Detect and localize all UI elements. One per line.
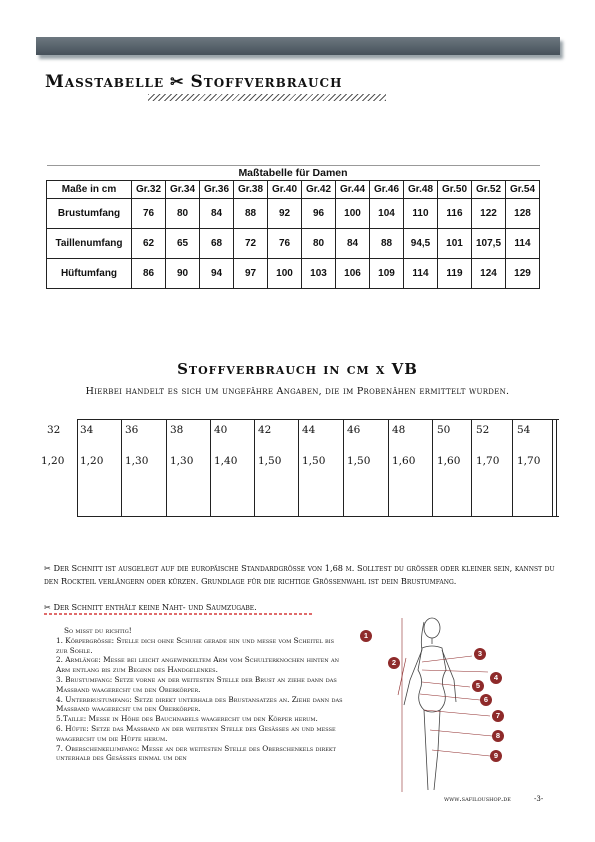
fabric-amount-value: 1,30	[170, 455, 194, 467]
size-table	[46, 165, 540, 289]
fabric-column-divider	[388, 419, 389, 517]
fabric-table-bottom-border	[77, 516, 559, 517]
table-cell: 76	[132, 199, 166, 229]
fabric-size-label: 50	[437, 424, 451, 436]
table-row	[47, 259, 540, 289]
fabric-size-label: 34	[80, 424, 94, 436]
measuring-step: 6. Hüfte: Setze das Massband an der weitesten Stelle des Gesässes an und messe waagerecht um die Hüfte herum.	[56, 723, 336, 743]
measuring-guide	[56, 626, 346, 763]
table-cell: 129	[506, 259, 540, 289]
row-label: Taillenumfang	[47, 229, 132, 259]
table-cell: 114	[404, 259, 438, 289]
size-header: Gr.46	[370, 181, 404, 199]
table-cell: 65	[166, 229, 200, 259]
row-label: Brustumfang	[47, 199, 132, 229]
page-number: -3-	[534, 795, 544, 803]
fabric-column-divider	[210, 419, 211, 517]
table-cell: 106	[336, 259, 370, 289]
fabric-amount-value: 1,20	[41, 455, 65, 467]
table-cell: 114	[506, 229, 540, 259]
measuring-guide-heading: So misst du richtig!	[64, 626, 132, 635]
table-cell: 124	[472, 259, 506, 289]
table-cell: 103	[302, 259, 336, 289]
size-header: Gr.50	[438, 181, 472, 199]
measure-badge-9: 9	[490, 750, 502, 762]
table-cell: 119	[438, 259, 472, 289]
size-header: Gr.48	[404, 181, 438, 199]
fabric-amount-value: 1,20	[80, 455, 104, 467]
fabric-column-divider	[254, 419, 255, 517]
size-header: Gr.52	[472, 181, 506, 199]
table-cell: 84	[336, 229, 370, 259]
title-left: Masstabelle	[45, 72, 165, 92]
measuring-step: 2. Armlänge: Messe bei leicht angewinkeltem Arm vom Schulterknochen hinten an Arm entlang bis zum Beginn des Handgelenkes.	[56, 655, 339, 675]
table-cell: 80	[166, 199, 200, 229]
note-standard-size: ✂ Der Schnitt ist ausgelegt auf die europäische Standardgrösse von 1,68 m. Solltest du grösser oder kleiner sein, kannst du den Rockteil verlängern oder kürzen. Grundlage für die richtige Grössenwahl ist dein Brustumfang.	[44, 563, 555, 586]
fabric-size-label: 48	[392, 424, 406, 436]
fabric-section-title: Stoffverbrauch in cm x VB	[177, 360, 418, 378]
fabric-size-label: 54	[517, 424, 531, 436]
table-cell: 68	[200, 229, 234, 259]
measuring-step: 3. Brustumfang: Setze vorne an der weitesten Stelle der Brust an ziehe dann das Massband waagerecht um den Oberkörper.	[56, 674, 337, 694]
table-row	[47, 229, 540, 259]
table-cell: 96	[302, 199, 336, 229]
fabric-column-divider	[471, 419, 472, 517]
table-cell: 90	[166, 259, 200, 289]
fabric-table	[39, 419, 559, 517]
scissors-icon: ✂	[170, 72, 185, 91]
fabric-column-divider	[343, 419, 344, 517]
measure-badge-6: 6	[480, 694, 492, 706]
measure-badge-1: 1	[360, 630, 372, 642]
fabric-size-label: 52	[476, 424, 490, 436]
body-measurement-figure	[360, 610, 520, 800]
spellcheck-underline	[44, 613, 314, 615]
table-cell: 88	[234, 199, 268, 229]
table-row	[47, 199, 540, 229]
table-cell: 97	[234, 259, 268, 289]
measure-badge-5: 5	[472, 680, 484, 692]
measure-badge-7: 7	[492, 710, 504, 722]
fabric-amount-value: 1,50	[347, 455, 371, 467]
measuring-step: 1. Körpergrösse: Stelle dich ohne Schuhe gerade hin und messe vom Scheitel bis zur Sohle.	[56, 635, 335, 655]
measure-badge-4: 4	[490, 672, 502, 684]
table-cell: 84	[200, 199, 234, 229]
table-cell: 94	[200, 259, 234, 289]
fabric-column-divider	[512, 419, 513, 517]
fabric-size-label: 36	[125, 424, 139, 436]
measuring-step: 5.Taille: Messe in Höhe des Bauchnabels waagerecht um den Körper herum.	[56, 714, 318, 724]
note-seam-allowance	[44, 602, 257, 612]
table-cell: 92	[268, 199, 302, 229]
title-hatch-decoration	[148, 94, 386, 101]
page-title	[45, 72, 342, 92]
size-header: Gr.34	[166, 181, 200, 199]
fabric-column-divider	[432, 419, 433, 517]
measure-badge-3: 3	[474, 648, 486, 660]
table-cell: 104	[370, 199, 404, 229]
header-bar	[36, 37, 560, 55]
size-table-corner: Maße in cm	[47, 181, 132, 199]
website-footer: www.safiloushop.de	[444, 795, 511, 803]
fabric-size-label: 40	[214, 424, 228, 436]
fabric-size-label: 44	[302, 424, 316, 436]
fabric-amount-value: 1,50	[302, 455, 326, 467]
table-cell: 80	[302, 229, 336, 259]
fabric-size-label: 38	[170, 424, 184, 436]
note-seam-allowance-text: ✂ Der Schnitt enthält keine Naht- und Saumzugabe.	[44, 602, 257, 612]
fabric-table-top-border	[77, 419, 559, 420]
measure-badge-2: 2	[388, 657, 400, 669]
fabric-amount-value: 1,40	[214, 455, 238, 467]
size-header: Gr.54	[506, 181, 540, 199]
table-cell: 122	[472, 199, 506, 229]
fabric-column-divider	[556, 419, 557, 517]
fabric-size-label: 46	[347, 424, 361, 436]
table-cell: 128	[506, 199, 540, 229]
table-cell: 94,5	[404, 229, 438, 259]
table-cell: 86	[132, 259, 166, 289]
table-cell: 100	[268, 259, 302, 289]
fabric-amount-value: 1,60	[437, 455, 461, 467]
size-header: Gr.36	[200, 181, 234, 199]
fabric-column-divider	[166, 419, 167, 517]
fabric-amount-value: 1,70	[517, 455, 541, 467]
size-table-caption: Maßtabelle für Damen	[47, 166, 540, 181]
size-header: Gr.38	[234, 181, 268, 199]
size-header: Gr.42	[302, 181, 336, 199]
fabric-section-subtitle: Hierbei handelt es sich um ungefähre Angaben, die im Probenähen ermittelt wurden.	[85, 386, 510, 397]
table-cell: 116	[438, 199, 472, 229]
size-header: Gr.44	[336, 181, 370, 199]
fabric-column-divider	[121, 419, 122, 517]
table-cell: 109	[370, 259, 404, 289]
table-cell: 88	[370, 229, 404, 259]
measure-badge-8: 8	[492, 730, 504, 742]
fabric-amount-value: 1,30	[125, 455, 149, 467]
table-cell: 76	[268, 229, 302, 259]
fabric-column-divider	[298, 419, 299, 517]
size-header: Gr.40	[268, 181, 302, 199]
fabric-size-label: 42	[258, 424, 272, 436]
table-cell: 72	[234, 229, 268, 259]
measuring-step: 4. Unterbrustumfang: Setze direkt unterhalb des Brustansatzes an. Ziehe dann das Massband waagerecht um den Oberkörper.	[56, 694, 343, 714]
title-right: Stoffverbrauch	[190, 72, 343, 92]
fabric-amount-value: 1,70	[476, 455, 500, 467]
size-header: Gr.32	[132, 181, 166, 199]
table-cell: 110	[404, 199, 438, 229]
measuring-step: 7. Oberschenkelumfang: Messe an der weitesten Stelle des Oberschenkels direkt unterhalb des Gesässes einmal um den	[56, 743, 336, 763]
fabric-column-divider	[552, 419, 553, 517]
fabric-amount-value: 1,50	[258, 455, 282, 467]
table-cell: 107,5	[472, 229, 506, 259]
table-cell: 100	[336, 199, 370, 229]
fabric-amount-value: 1,60	[392, 455, 416, 467]
row-label: Hüftumfang	[47, 259, 132, 289]
table-cell: 101	[438, 229, 472, 259]
table-cell: 62	[132, 229, 166, 259]
fabric-size-label: 32	[47, 424, 61, 436]
fabric-column-divider	[77, 419, 78, 517]
woman-silhouette-illustration	[360, 610, 520, 800]
